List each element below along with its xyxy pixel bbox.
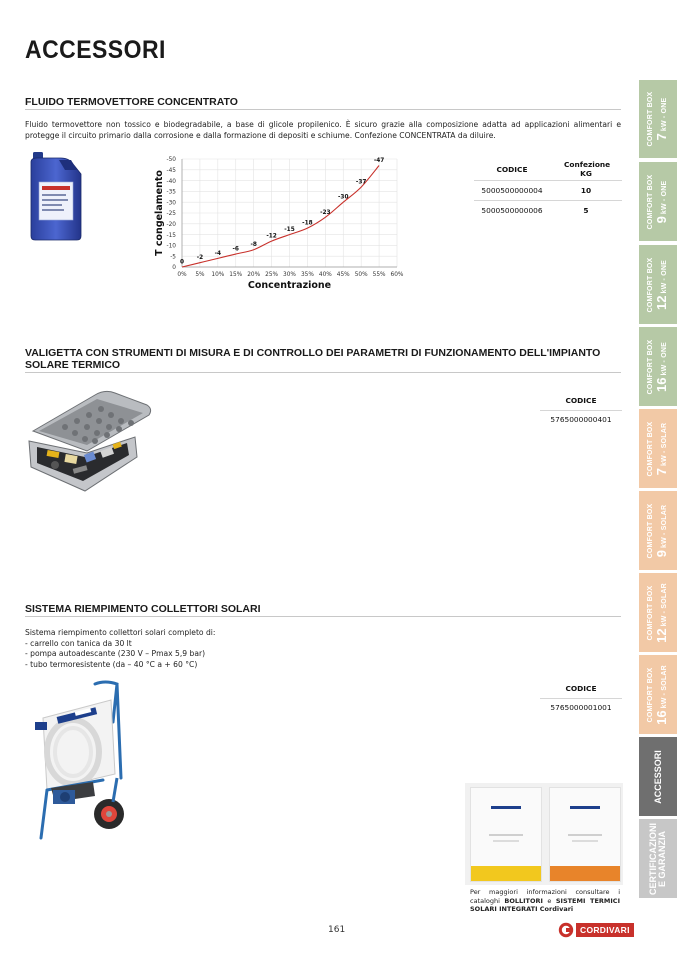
table-row — [540, 410, 622, 428]
brochure-bollitori — [470, 787, 542, 882]
sidebar-tab[interactable] — [639, 162, 677, 241]
chart-x-tick-label: 10% — [211, 272, 225, 278]
section-divider — [25, 616, 621, 617]
chart-data-label: 0 — [179, 259, 185, 266]
chart-y-tick-label: -35 — [166, 189, 176, 196]
blue-fluid-canister-icon — [25, 150, 87, 242]
sidebar-tab-label — [641, 822, 675, 896]
chart-y-tick-label: -50 — [166, 157, 176, 164]
section-description-fluido: Fluido termovettore non tossico e biodegradabile, a base di glicole propilenico. È sicuro grazie alla composizione adatta ad applicazioni alimentari e protegge il circuito primario dalla corrosione e dalla formazione di depositi e schiume. Confezione CONCENTRATA da diluire. — [25, 120, 621, 140]
chart-data-label: -37 — [355, 179, 367, 186]
chart-x-tick-label: 20% — [247, 272, 261, 278]
sidebar-tab[interactable] — [639, 573, 677, 652]
sidebar-tab-title: COMFORT BOX — [646, 667, 654, 722]
brochure-caption — [470, 888, 620, 914]
chart-y-tick-label: -15 — [166, 232, 176, 239]
table-cell-code: 5000500000004 — [481, 186, 543, 195]
chart-x-tick-label: 25% — [265, 272, 279, 278]
chart-x-tick-label: 5% — [195, 272, 205, 278]
chart-x-tick-label: 15% — [229, 272, 243, 278]
sidebar-tab-power: 12 — [653, 627, 669, 643]
chart-x-tick-label: 40% — [318, 272, 332, 278]
chart-data-label: -2 — [196, 255, 204, 262]
instrument-case-icon — [25, 381, 157, 499]
sidebar-tab-power: 16 — [653, 709, 669, 725]
description-line: - tubo termoresistente (da – 40 °C a + 60 °C) — [25, 659, 198, 669]
chart-data-label: -4 — [214, 250, 222, 257]
sidebar-tab-model — [654, 180, 670, 223]
sidebar-tab-label — [641, 412, 675, 486]
sidebar-tab-title: COMFORT BOX — [646, 91, 654, 147]
chart-y-tick-label: 0 — [172, 265, 176, 272]
sidebar-tab-model — [654, 583, 670, 643]
brochure-text-line — [489, 834, 523, 836]
chart-y-tick-label: -40 — [166, 178, 176, 185]
filling-cart-icon — [33, 678, 133, 850]
table-cell-code: 5000500000006 — [481, 206, 543, 215]
section-title-valigetta: VALIGETTA CON STRUMENTI DI MISURA E DI CONTROLLO DEI PARAMETRI DI FUNZIONAMENTO DELL'IMPIANTO SOLARE TERMICO — [25, 347, 601, 371]
brand-wordmark: CORDIVARI — [576, 923, 634, 937]
sidebar-tab-power: 7 — [653, 133, 669, 141]
chart-data-label: -6 — [232, 246, 239, 253]
brochure-logo — [570, 806, 600, 809]
section-description-riempimento — [25, 628, 425, 670]
chart-data-label: -15 — [284, 227, 295, 234]
sidebar-tab[interactable] — [639, 245, 677, 324]
chart-x-tick-label: 50% — [354, 272, 368, 278]
brochure-logo — [491, 806, 521, 809]
sidebar-tab-title: COMFORT BOX — [646, 339, 654, 394]
table-header-codice: CODICE — [565, 684, 597, 693]
caption-bold: SISTEMI TERMICI SOLARI INTEGRATI Cordivari — [470, 896, 620, 913]
chart-x-tick-label: 60% — [390, 272, 404, 278]
sidebar-tab-model — [654, 98, 670, 141]
chart-x-tick-label: 30% — [283, 272, 296, 278]
sidebar-tab-variant: kW - SOLAR — [660, 664, 668, 708]
sidebar-tab[interactable] — [639, 491, 677, 570]
sidebar-tab[interactable] — [639, 327, 677, 406]
sidebar-tab-power: 16 — [653, 377, 669, 392]
sidebar-tab-variant: kW - SOLAR — [660, 582, 668, 626]
table-row — [474, 200, 622, 220]
table-header-codice: CODICE — [496, 164, 528, 174]
sidebar-tab-power: 9 — [653, 549, 669, 557]
section-divider — [25, 109, 621, 110]
sidebar-tab-model — [654, 422, 670, 474]
sidebar-tab-label — [641, 248, 675, 322]
brochure-color-band — [471, 866, 541, 881]
sidebar-tab-title: COMFORT BOX — [646, 174, 654, 229]
table-cell-code: 5765000001001 — [550, 703, 612, 712]
page-title: ACCESSORI — [25, 36, 166, 64]
sidebar-tab-variant: kW - ONE — [660, 97, 668, 132]
sidebar-tab-variant: kW - ONE — [660, 341, 668, 376]
chart-x-tick-label: 35% — [300, 272, 314, 278]
chart-y-tick-label: -45 — [166, 168, 176, 174]
sidebar-tab[interactable] — [639, 737, 677, 816]
section-title-fluido: FLUIDO TERMOVETTORE CONCENTRATO — [25, 96, 238, 108]
sidebar-tab-title: CERTIFICAZIONI E GARANZIA — [648, 822, 667, 895]
caption-text: e — [542, 896, 556, 905]
sidebar-tab[interactable] — [639, 80, 677, 158]
sidebar-tab-title: ACCESSORI — [652, 749, 663, 804]
brochure-color-band — [550, 866, 620, 881]
table-header-codice: CODICE — [565, 396, 597, 405]
freezing-chart-svg — [150, 154, 410, 288]
codes-table-fluido — [474, 158, 622, 220]
chart-x-axis-label: Concentrazione — [247, 280, 332, 288]
sidebar-tab-label — [641, 165, 675, 239]
sidebar-tab-power: 9 — [653, 215, 669, 223]
chart-x-tick-label: 45% — [336, 272, 350, 278]
sidebar-tab-title: COMFORT BOX — [646, 585, 654, 640]
sidebar-tab-variant: kW - ONE — [660, 259, 668, 294]
sidebar-tab-title: COMFORT BOX — [646, 257, 654, 312]
page-number: 161 — [328, 925, 346, 935]
chart-y-axis-label: T congelamento — [154, 170, 165, 256]
table-cell-code: 5765000000401 — [550, 415, 612, 424]
table-cell-kg: 5 — [583, 206, 589, 215]
caption-bold: BOLLITORI — [504, 896, 543, 905]
sidebar-tab-power: 7 — [653, 467, 669, 475]
chart-data-label: -18 — [302, 220, 313, 227]
section-title-riempimento: SISTEMA RIEMPIMENTO COLLETTORI SOLARI — [25, 603, 261, 615]
sidebar-tab-model — [654, 342, 670, 392]
table-row — [474, 180, 622, 200]
sidebar-tab-title: COMFORT BOX — [646, 421, 654, 476]
table-header-confezione: Confezione KG — [564, 160, 611, 178]
section-divider — [25, 372, 621, 373]
freezing-chart — [150, 154, 410, 288]
chart-y-tick-label: -10 — [166, 243, 176, 250]
sidebar-tab-variant: kW - SOLAR — [660, 504, 668, 548]
sidebar-tab-label — [641, 576, 675, 650]
sidebar-tab-title: COMFORT BOX — [646, 503, 654, 558]
brand-mark-icon — [558, 922, 574, 938]
chart-x-tick-label: 55% — [372, 272, 386, 278]
chart-x-tick-label: 0% — [177, 272, 187, 278]
caption-text: Per maggiori informazioni consultare i cataloghi — [470, 888, 620, 905]
chart-data-label: -23 — [320, 209, 331, 216]
chart-data-label: -47 — [373, 157, 385, 164]
sidebar-tab[interactable] — [639, 819, 677, 898]
sidebar-tab-model — [654, 504, 670, 556]
brochure-solari — [549, 787, 621, 882]
sidebar-tab-label — [641, 740, 675, 814]
chart-data-label: -12 — [266, 233, 277, 240]
sidebar-tab-power: 12 — [653, 295, 669, 310]
chart-y-tick-label: -25 — [166, 211, 176, 218]
sidebar-tab-model — [654, 665, 670, 725]
table-cell-kg: 10 — [580, 186, 592, 195]
brochure-text-line — [568, 834, 602, 836]
sidebar-tab-variant: kW - ONE — [660, 180, 668, 214]
description-line: - pompa autoadescante (230 V – Pmax 5,9 bar) — [25, 649, 206, 658]
sidebar-tab-variant: kW - SOLAR — [660, 422, 668, 466]
sidebar-tab-label — [641, 658, 675, 732]
table-row — [540, 698, 622, 716]
brochure-text-line — [572, 840, 598, 842]
chart-y-tick-label: -30 — [166, 200, 176, 207]
brand-logo — [558, 922, 634, 938]
chart-y-tick-label: -5 — [170, 254, 176, 261]
chart-y-tick-label: -20 — [166, 222, 176, 228]
chart-data-label: -30 — [338, 194, 349, 201]
description-line: - carrello con tanica da 30 lt — [25, 638, 132, 648]
chart-data-label: -8 — [250, 242, 257, 249]
codes-table-valigetta — [540, 396, 622, 428]
brochure-text-line — [493, 840, 519, 842]
sidebar-tab[interactable] — [639, 409, 677, 488]
sidebar-tab-label — [641, 82, 675, 156]
description-line: Sistema riempimento collettori solari completo di: — [25, 628, 216, 637]
sidebar-tab-model — [654, 260, 670, 310]
sidebar-tab-label — [641, 494, 675, 568]
codes-table-riempimento — [540, 684, 622, 716]
sidebar-tab[interactable] — [639, 655, 677, 734]
sidebar-tab-label — [641, 330, 675, 404]
